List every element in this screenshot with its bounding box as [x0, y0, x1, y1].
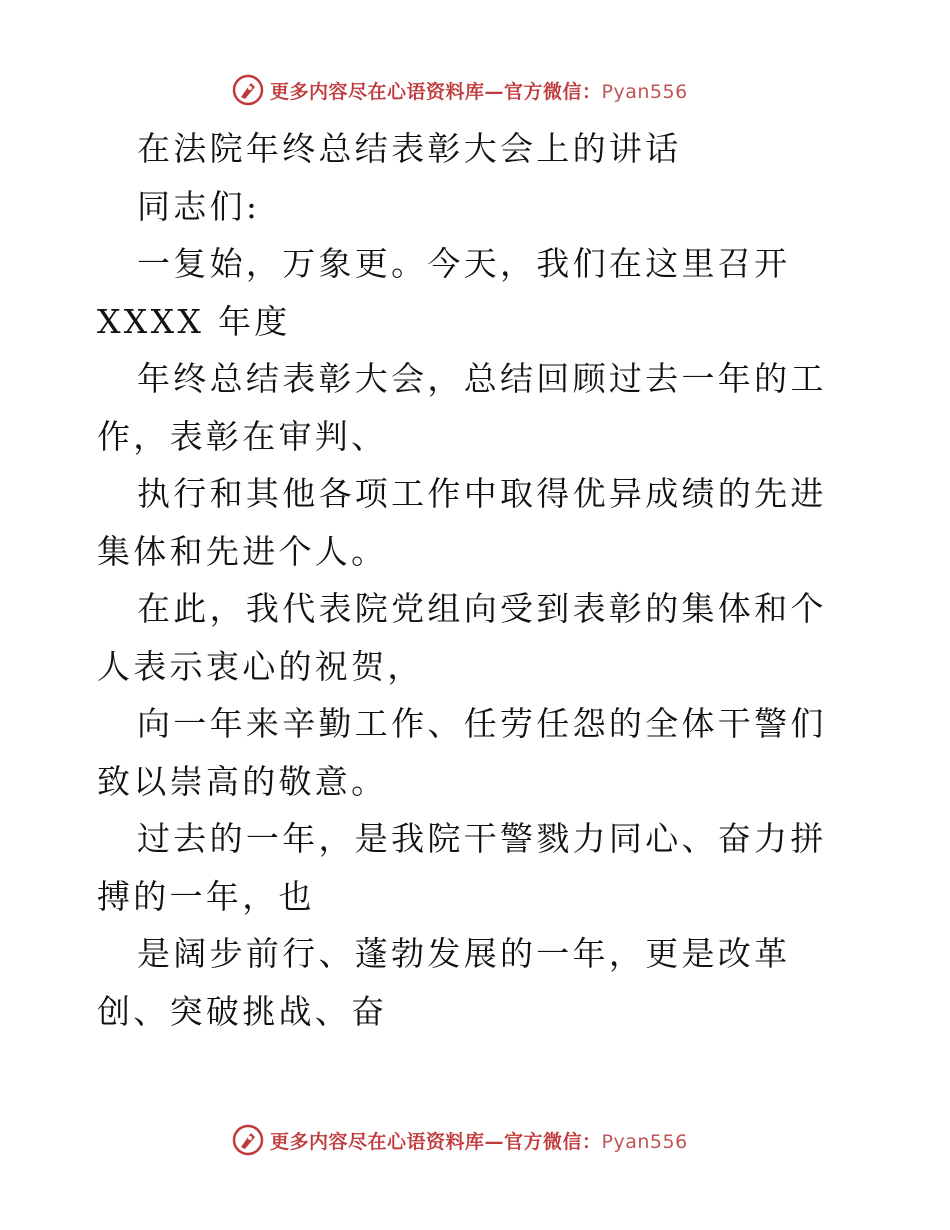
- paragraph: 是阔步前行、蓬勃发展的一年，更是改革创、突破挑战、奋: [97, 934, 791, 1031]
- paragraph: 过去的一年，是我院干警戮力同心、奋力拼搏的一年，也: [97, 819, 827, 916]
- document-title: 在法院年终总结表彰大会上的讲话: [137, 129, 682, 168]
- footer-watermark: [232, 1122, 688, 1158]
- paragraph: 年终总结表彰大会，总结回顾过去一年的工作，表彰在审判、: [97, 359, 827, 456]
- watermark-text: 更多内容尽在心语资料库—官方微信：Pyan556: [270, 1130, 688, 1153]
- salutation: 同志们:: [137, 186, 261, 226]
- header-watermark: [232, 72, 688, 108]
- document-body: [97, 120, 857, 1040]
- pen-nib-logo-icon: [232, 1124, 264, 1156]
- paragraph: 一复始，万象更。今天，我们在这里召开 XXXX 年度: [97, 244, 791, 341]
- paragraph: 在此，我代表院党组向受到表彰的集体和个人表示衷心的祝贺，: [97, 589, 827, 686]
- paragraph: 向一年来辛勤工作、任劳任怨的全体干警们致以崇高的敬意。: [97, 704, 827, 801]
- paragraph: 执行和其他各项工作中取得优异成绩的先进集体和先进个人。: [97, 474, 827, 571]
- watermark-text: 更多内容尽在心语资料库—官方微信：Pyan556: [270, 80, 688, 103]
- pen-nib-logo-icon: [232, 74, 264, 106]
